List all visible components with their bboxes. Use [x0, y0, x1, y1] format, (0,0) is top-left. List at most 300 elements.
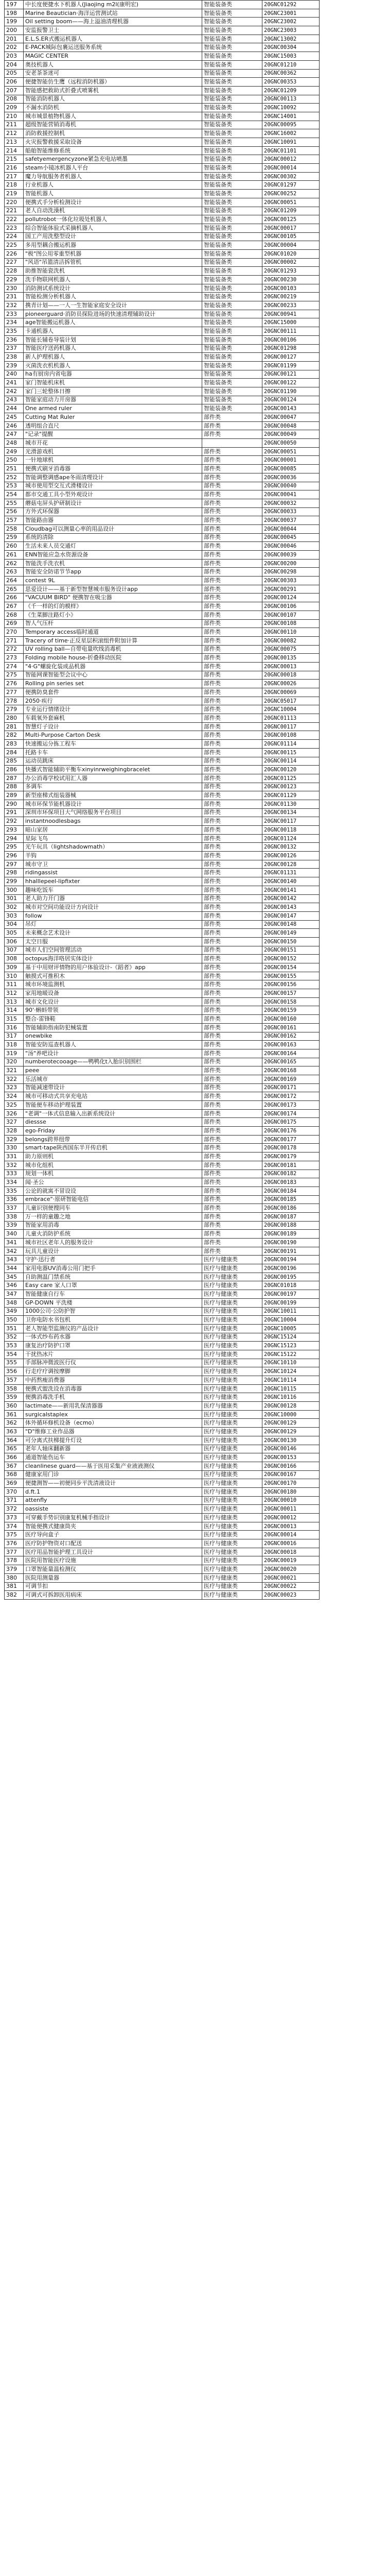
entry-number: 319	[5, 1049, 24, 1058]
entry-code: 20GNC00051	[262, 447, 320, 456]
table-row	[5, 1333, 320, 1342]
entry-title: ha有厨房内省电器	[24, 370, 202, 379]
table-row	[5, 224, 320, 232]
entry-code: 20GNC00153	[262, 1453, 320, 1462]
entry-title: 城市可移动式共享充电站	[24, 1092, 202, 1101]
table-row	[5, 1324, 320, 1333]
entry-number: 333	[5, 1170, 24, 1178]
entry-number: 357	[5, 1376, 24, 1385]
entry-code: 20GNC00150	[262, 937, 320, 946]
entry-number: 250	[5, 456, 24, 465]
entry-category: 部件类	[202, 1230, 262, 1239]
entry-title: 城市环保节能机器设计	[24, 800, 202, 808]
entry-number: 374	[5, 1522, 24, 1531]
entry-title: 通道智能伤运车	[24, 1453, 202, 1462]
entry-category: 部件类	[202, 791, 262, 800]
entry-number: 376	[5, 1539, 24, 1548]
entry-number: 244	[5, 404, 24, 413]
entry-number: 341	[5, 1239, 24, 1247]
entry-code: 20GNC00195	[262, 1273, 320, 1281]
table-row	[5, 1221, 320, 1230]
entry-title: 万一样的童趣之地	[24, 1212, 202, 1221]
entry-number: 273	[5, 654, 24, 663]
entry-title: 便携消毒洗手机	[24, 1393, 202, 1402]
entry-number: 205	[5, 69, 24, 78]
entry-number: 348	[5, 1298, 24, 1307]
table-row	[5, 1135, 320, 1144]
entry-number: 324	[5, 1092, 24, 1101]
entry-category: 部件类	[202, 1015, 262, 1024]
entry-number: 312	[5, 989, 24, 998]
entry-category: 部件类	[202, 757, 262, 766]
entry-code: 20GNC00044	[262, 524, 320, 533]
entry-code: 20GNC15123	[262, 1342, 320, 1350]
table-row	[5, 1256, 320, 1264]
entry-title: 90'·蝌蚪带领	[24, 1006, 202, 1015]
table-row	[5, 465, 320, 473]
entry-category: 部件类	[202, 748, 262, 757]
entry-number: 268	[5, 611, 24, 619]
entry-title: numberotecooage——鸭鸭化t入胎识别围栏	[24, 1058, 202, 1066]
entry-code: 20GNC01113	[262, 714, 320, 723]
table-row	[5, 1281, 320, 1290]
entry-code: 20GNC01130	[262, 800, 320, 808]
entry-code: 20GNC00046	[262, 542, 320, 551]
entry-title: 口罩智能量温检测仪	[24, 1565, 202, 1574]
table-row	[5, 104, 320, 112]
entry-category: 智能装备类	[202, 155, 262, 164]
entry-title: E-PACK城际包裹运送服务系统	[24, 43, 202, 52]
table-row	[5, 654, 320, 663]
entry-category: 医疗与健康类	[202, 1436, 262, 1445]
entry-code: 20GNC01297	[262, 181, 320, 190]
table-row	[5, 121, 320, 129]
entry-title: 闻·圣公	[24, 1178, 202, 1187]
entry-category: 部件类	[202, 680, 262, 688]
entry-code: 20GNC23001	[262, 9, 320, 18]
table-row	[5, 1127, 320, 1136]
entry-category: 部件类	[202, 413, 262, 422]
entry-category: 部件类	[202, 740, 262, 749]
entry-title: Multi-Purpose Carton Desk	[24, 731, 202, 740]
entry-code: 20GNC00304	[262, 43, 320, 52]
entry-number: 381	[5, 1582, 24, 1591]
entry-number: 352	[5, 1333, 24, 1342]
entry-category: 智能装备类	[202, 35, 262, 43]
entry-code: 20GNC00026	[262, 680, 320, 688]
entry-category: 医疗与健康类	[202, 1514, 262, 1522]
table-row	[5, 937, 320, 946]
table-row	[5, 1496, 320, 1505]
entry-title: 体外循环修机设备（ecmo）	[24, 1419, 202, 1428]
entry-title: 便携防臭套件	[24, 688, 202, 697]
entry-number: 276	[5, 680, 24, 688]
entry-number: 359	[5, 1393, 24, 1402]
entry-title: 城市人们空间管理活动	[24, 946, 202, 955]
entry-category: 部件类	[202, 903, 262, 912]
entry-number: 375	[5, 1531, 24, 1539]
entry-category: 医疗与健康类	[202, 1591, 262, 1600]
entry-category: 部件类	[202, 465, 262, 473]
entry-code: 20GNC00125	[262, 215, 320, 224]
table-row	[5, 808, 320, 817]
entry-category: 智能装备类	[202, 293, 262, 301]
entry-code: 20GNC00303	[262, 577, 320, 585]
entry-number: 265	[5, 585, 24, 594]
entry-number: 347	[5, 1290, 24, 1299]
entry-number: 344	[5, 1264, 24, 1273]
table-row	[5, 1453, 320, 1462]
entry-title: 手部脉冲微波医行仪	[24, 1359, 202, 1367]
entry-number: 332	[5, 1161, 24, 1170]
table-row	[5, 1342, 320, 1350]
table-row	[5, 1428, 320, 1436]
entry-title: follow	[24, 911, 202, 920]
entry-code: 20GNC01114	[262, 740, 320, 749]
entry-title: 趣味吃饭车	[24, 886, 202, 894]
entry-title: 整合-雷锋鞋	[24, 1015, 202, 1024]
entry-number: 367	[5, 1462, 24, 1470]
table-row	[5, 516, 320, 525]
entry-code: 20GNC00186	[262, 1204, 320, 1213]
entry-title: ego-Friday	[24, 1127, 202, 1136]
entry-code: 20GNC01209	[262, 207, 320, 215]
entry-category: 部件类	[202, 473, 262, 482]
table-row	[5, 1006, 320, 1015]
entry-category: 智能装备类	[202, 26, 262, 35]
entry-category: 智能装备类	[202, 78, 262, 87]
table-row	[5, 1419, 320, 1428]
entry-number: 322	[5, 1075, 24, 1083]
entry-number: 318	[5, 1041, 24, 1049]
entry-title: 中药熬瘦消费器	[24, 1376, 202, 1385]
entry-code: 20GNC00183	[262, 1178, 320, 1187]
entry-number: 327	[5, 1118, 24, 1127]
table-row	[5, 602, 320, 611]
table-row	[5, 413, 320, 422]
entry-title: GP-DOWN 平洗楼	[24, 1298, 202, 1307]
table-row	[5, 852, 320, 860]
table-row	[5, 843, 320, 852]
entry-code: 20GNC00032	[262, 499, 320, 507]
entry-code: 20GNC10005	[262, 1324, 320, 1333]
entry-title: 综合智能体验式采摘机器人	[24, 224, 202, 232]
entry-category: 医疗与健康类	[202, 1256, 262, 1264]
table-row	[5, 929, 320, 938]
table-row	[5, 1591, 320, 1600]
entry-code: 20GNC00143	[262, 903, 320, 912]
entry-title: Tracery of time·正反星层积滚组件附加计算	[24, 636, 202, 645]
table-row	[5, 1195, 320, 1204]
table-row	[5, 507, 320, 516]
table-row	[5, 1075, 320, 1083]
table-row	[5, 69, 320, 78]
entry-category: 部件类	[202, 843, 262, 852]
entry-number: 275	[5, 671, 24, 680]
entry-number: 379	[5, 1565, 24, 1574]
entry-category: 部件类	[202, 1127, 262, 1136]
entry-code: 20GNC00189	[262, 1230, 320, 1239]
entry-number: 369	[5, 1479, 24, 1488]
entry-title: 便携式刷牙消毒器	[24, 465, 202, 473]
table-row	[5, 1402, 320, 1411]
table-row	[5, 249, 320, 258]
entry-title: 老人自动洗澡机	[24, 207, 202, 215]
entry-number: 300	[5, 886, 24, 894]
entry-code: 20GNC00252	[262, 190, 320, 198]
entry-code: 20GNC15124	[262, 1333, 320, 1342]
entry-code: 20GNC10092	[262, 104, 320, 112]
entry-code: 20GNC00163	[262, 1041, 320, 1049]
entry-category: 智能装备类	[202, 146, 262, 155]
entry-code: 20GNC00156	[262, 980, 320, 989]
entry-title: 便捷智能仿生鹰（远程消防机器）	[24, 78, 202, 87]
entry-title: 方外式环保器	[24, 507, 202, 516]
entry-title: 羊钩	[24, 852, 202, 860]
entry-code: 20GNC00051	[262, 198, 320, 207]
entry-category: 医疗与健康类	[202, 1428, 262, 1436]
table-row	[5, 1445, 320, 1453]
table-row	[5, 1273, 320, 1281]
entry-title: 智能检测分析机器人	[24, 293, 202, 301]
entry-category: 部件类	[202, 946, 262, 955]
entry-code: 20GNC00001	[262, 456, 320, 465]
entry-number: 282	[5, 731, 24, 740]
entry-title: attenfly	[24, 1496, 202, 1505]
entry-title: 国工产用洗整型设计	[24, 232, 202, 241]
entry-category: 智能装备类	[202, 404, 262, 413]
table-row	[5, 989, 320, 998]
entry-number: 304	[5, 920, 24, 929]
table-row	[5, 800, 320, 808]
table-row	[5, 1161, 320, 1170]
entry-category: 部件类	[202, 869, 262, 877]
entry-title: 都市交通工具小型外观设计	[24, 490, 202, 499]
entry-number: 298	[5, 869, 24, 877]
entry-title: One armed ruler	[24, 404, 202, 413]
entry-category: 医疗与健康类	[202, 1487, 262, 1496]
entry-title: 生活未来人员交通灯	[24, 542, 202, 551]
entry-number: 358	[5, 1384, 24, 1393]
entry-number: 301	[5, 894, 24, 903]
entry-category: 智能装备类	[202, 190, 262, 198]
entry-title: 新人护理机器人	[24, 353, 202, 362]
entry-title: hhalllepeel-lipfixter	[24, 877, 202, 886]
table-row	[5, 524, 320, 533]
entry-number: 286	[5, 766, 24, 774]
entry-number: 221	[5, 207, 24, 215]
entry-title: 2050·疾行	[24, 697, 202, 705]
entry-number: 326	[5, 1109, 24, 1118]
table-row	[5, 1505, 320, 1514]
entry-number: 325	[5, 1101, 24, 1110]
table-row	[5, 877, 320, 886]
table-row	[5, 95, 320, 104]
entry-code: 20GNC00362	[262, 69, 320, 78]
entry-number: 315	[5, 1015, 24, 1024]
table-row	[5, 318, 320, 327]
table-row	[5, 138, 320, 147]
table-row	[5, 18, 320, 26]
entry-number: 251	[5, 465, 24, 473]
entry-code: 20GNC00130	[262, 1436, 320, 1445]
entry-code: 20GNC00200	[262, 559, 320, 568]
entry-title: 智能减速带设计	[24, 1083, 202, 1092]
entry-title: onewbike	[24, 1032, 202, 1041]
entry-number: 245	[5, 413, 24, 422]
entry-number: 225	[5, 241, 24, 250]
entry-category: 智能装备类	[202, 301, 262, 310]
entry-title: 安老茶茶迷可	[24, 69, 202, 78]
table-row	[5, 774, 320, 783]
table-row	[5, 9, 320, 18]
entry-category: 智能装备类	[202, 121, 262, 129]
entry-category: 部件类	[202, 533, 262, 542]
table-row	[5, 740, 320, 749]
entry-category: 部件类	[202, 1221, 262, 1230]
entry-title: lactimate——新用乳保清器器	[24, 1402, 202, 1411]
entry-category: 智能装备类	[202, 318, 262, 327]
entry-category: 部件类	[202, 929, 262, 938]
entry-number: 294	[5, 834, 24, 843]
entry-code: 20GNC00197	[262, 1290, 320, 1299]
entry-title: 玩具儿童设计	[24, 1247, 202, 1256]
entry-number: 201	[5, 35, 24, 43]
entry-category: 医疗与健康类	[202, 1281, 262, 1290]
entry-title: 智能安防巡查机器人	[24, 1041, 202, 1049]
entry-number: 220	[5, 198, 24, 207]
entry-number: 350	[5, 1316, 24, 1325]
entry-code: 20GNC00115	[262, 748, 320, 757]
entry-number: 198	[5, 9, 24, 18]
entry-code: 20GNC01210	[262, 60, 320, 69]
entry-category: 医疗与健康类	[202, 1539, 262, 1548]
entry-category: 部件类	[202, 490, 262, 499]
entry-code: 20GNC00004	[262, 241, 320, 250]
entry-code: 20GNC00048	[262, 421, 320, 430]
entry-category: 部件类	[202, 1032, 262, 1041]
entry-title: 公论的就寓不冒设设	[24, 1187, 202, 1195]
entry-number: 267	[5, 602, 24, 611]
entry-category: 部件类	[202, 1178, 262, 1187]
entry-code: 20GNC00157	[262, 989, 320, 998]
entry-category: 部件类	[202, 1041, 262, 1049]
entry-number: 346	[5, 1281, 24, 1290]
entry-title: 基于中用财评情物的用户体验设计-《蹈者》app	[24, 963, 202, 972]
entry-title: 光滑游戏机	[24, 447, 202, 456]
entry-code: 20GNC10004	[262, 705, 320, 714]
table-row	[5, 594, 320, 602]
entry-number: 278	[5, 697, 24, 705]
entry-category: 医疗与健康类	[202, 1445, 262, 1453]
entry-category: 智能装备类	[202, 43, 262, 52]
entry-code: 20GNC00169	[262, 1075, 320, 1083]
entry-title: 智能便车移动护理装置	[24, 1101, 202, 1110]
table-row	[5, 1487, 320, 1496]
table-row	[5, 267, 320, 276]
table-row	[5, 1230, 320, 1239]
entry-table-body	[5, 1, 320, 1600]
entry-category: 医疗与健康类	[202, 1384, 262, 1393]
table-row	[5, 1264, 320, 1273]
entry-code: 20GNC00298	[262, 568, 320, 577]
table-row	[5, 1144, 320, 1153]
entry-number: 345	[5, 1273, 24, 1281]
entry-code: 20GNC00135	[262, 654, 320, 663]
table-row	[5, 671, 320, 680]
entry-category: 智能装备类	[202, 52, 262, 61]
entry-code: 20GNC00129	[262, 1419, 320, 1428]
entry-category: 医疗与健康类	[202, 1273, 262, 1281]
entry-number: 363	[5, 1428, 24, 1436]
entry-category: 智能装备类	[202, 215, 262, 224]
entry-category: 部件类	[202, 542, 262, 551]
entry-code: 20GNC00165	[262, 1058, 320, 1066]
entry-category: 医疗与健康类	[202, 1462, 262, 1470]
table-row	[5, 714, 320, 723]
entry-title: ridingassist	[24, 869, 202, 877]
entry-code: 20GNC00174	[262, 1109, 320, 1118]
table-row	[5, 172, 320, 181]
entry-code: 20GNC00149	[262, 929, 320, 938]
entry-number: 355	[5, 1359, 24, 1367]
table-row	[5, 1565, 320, 1574]
entry-code: 20GNC00040	[262, 482, 320, 490]
entry-category: 医疗与健康类	[202, 1522, 262, 1531]
entry-category: 智能装备类	[202, 232, 262, 241]
entry-title: 可调式可拆卸医用病床	[24, 1591, 202, 1600]
entry-category: 智能装备类	[202, 353, 262, 362]
entry-title: 自助测温门禁系统	[24, 1273, 202, 1281]
entry-code: 20GNC01298	[262, 344, 320, 353]
entry-number: 330	[5, 1144, 24, 1153]
entry-category: 部件类	[202, 456, 262, 465]
entry-number: 356	[5, 1367, 24, 1376]
entry-code: 20GNC01129	[262, 791, 320, 800]
table-row	[5, 662, 320, 671]
entry-code: 20GNC00045	[262, 533, 320, 542]
entry-category: 部件类	[202, 636, 262, 645]
entry-category: 部件类	[202, 774, 262, 783]
entry-category: 医疗与健康类	[202, 1393, 262, 1402]
entry-number: 242	[5, 387, 24, 396]
entry-number: 305	[5, 929, 24, 938]
table-row	[5, 1092, 320, 1101]
entry-code: 20GNC00011	[262, 1505, 320, 1514]
entry-title: 智能便携式健康筒夹	[24, 1522, 202, 1531]
entry-category: 智能装备类	[202, 172, 262, 181]
table-row	[5, 1539, 320, 1548]
table-row	[5, 1393, 320, 1402]
entry-title: 助推智能瓷洗机	[24, 267, 202, 276]
table-row	[5, 1178, 320, 1187]
entry-category: 部件类	[202, 499, 262, 507]
entry-number: 226	[5, 249, 24, 258]
table-row	[5, 1522, 320, 1531]
table-row	[5, 722, 320, 731]
entry-code: 20GNC00219	[262, 293, 320, 301]
entry-title: MAGIC CENTER	[24, 52, 202, 61]
entry-code: 20GNC10110	[262, 1359, 320, 1367]
entry-title: 老人助力开门器	[24, 894, 202, 903]
entry-category: 部件类	[202, 886, 262, 894]
entry-title: 助力原则机	[24, 1153, 202, 1161]
entry-code: 20GNC00012	[262, 1514, 320, 1522]
entry-category: 部件类	[202, 1170, 262, 1178]
entry-code: 20GNC00117	[262, 722, 320, 731]
table-row	[5, 980, 320, 989]
entry-code: 20GNC00170	[262, 1479, 320, 1488]
